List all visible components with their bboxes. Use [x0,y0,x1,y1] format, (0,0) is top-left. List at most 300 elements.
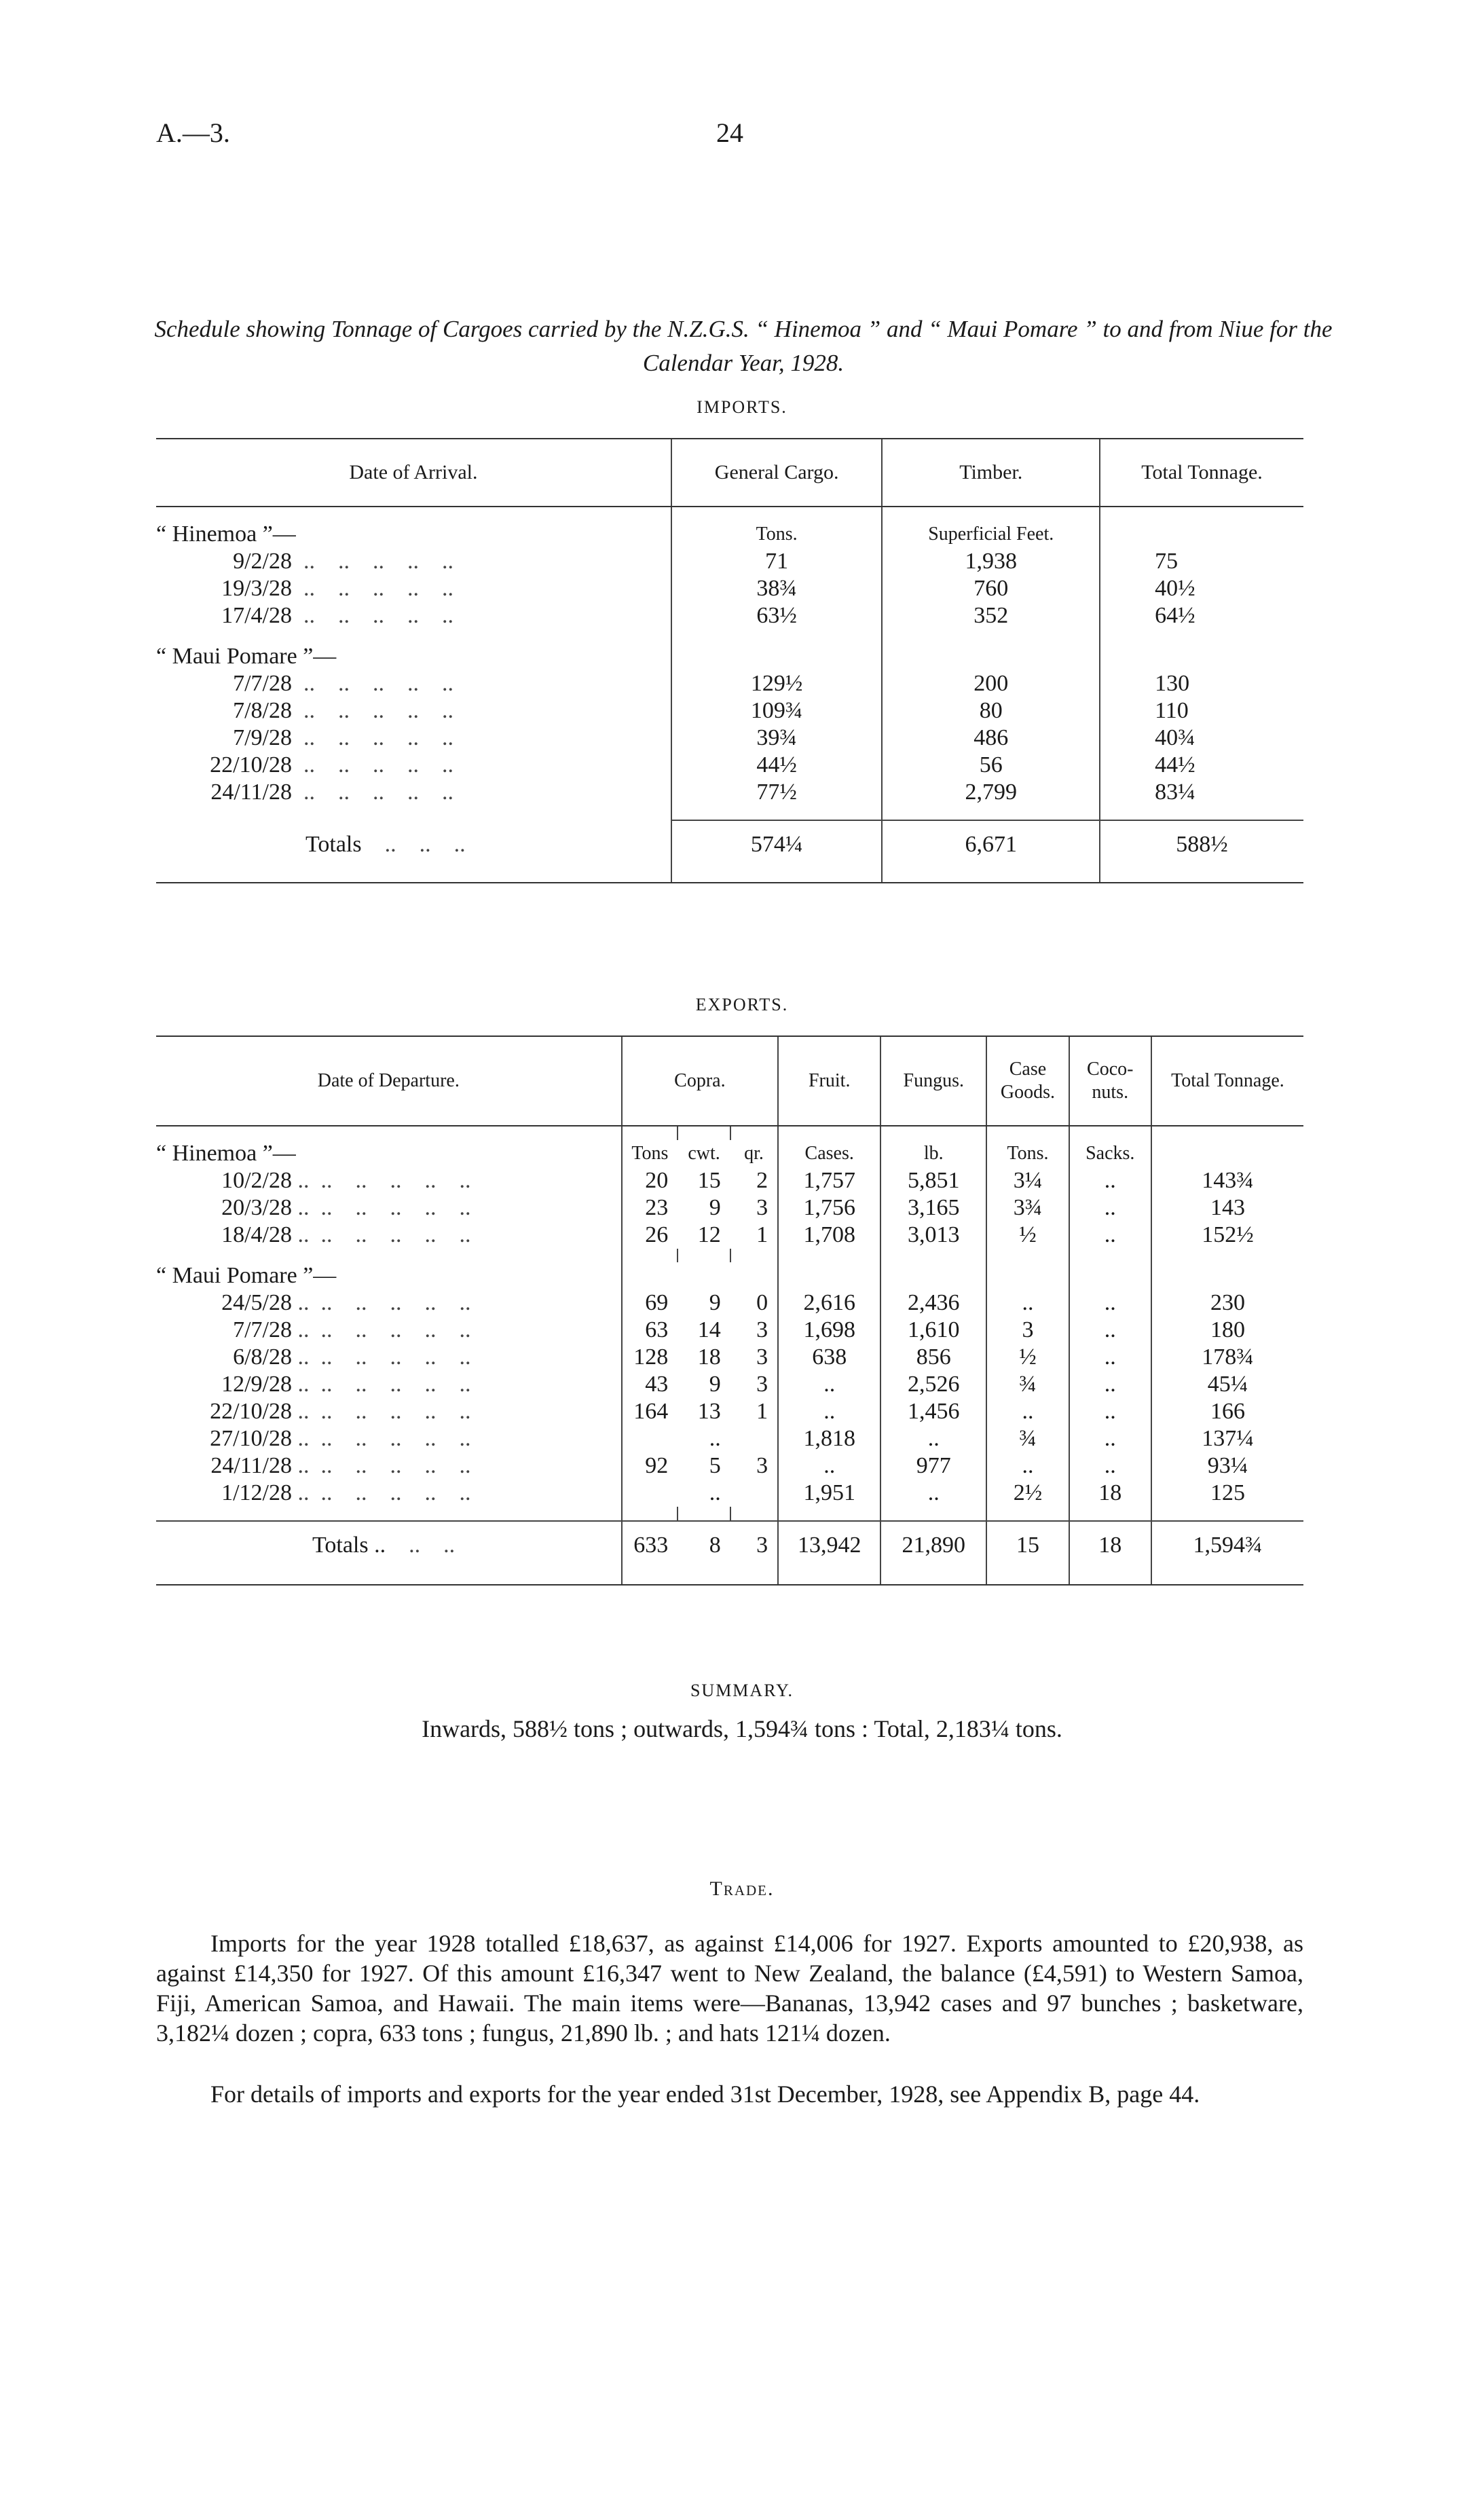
fruit-cell: .. [778,1452,880,1480]
spacer-cell [1069,1569,1151,1585]
copra-tons-cell: 20 [622,1167,678,1194]
date-value: 12/9/28 [221,1372,292,1397]
empty-cell [730,1262,778,1289]
table-row [156,1167,1303,1194]
fruit-cell: 2,616 [778,1289,880,1317]
copra-cwt-cell: 5 [709,1453,721,1478]
copra-qr-cell: 3 [756,1195,768,1220]
imports-title: IMPORTS. [697,397,787,417]
fungus-cell: 1,610 [880,1317,986,1344]
date-cell [156,697,671,725]
leader-dots: .. .. .. .. .. .. [292,1195,471,1220]
spacer-row [156,507,1303,521]
fungus-cell: 3,013 [880,1222,986,1249]
date-cell [156,602,671,629]
general-cargo-total: 574¼ [671,820,883,868]
coconuts-cell: .. [1069,1371,1151,1398]
unit-label: Cases. [778,1140,880,1167]
leader-dots: .. .. .. .. .. .. [292,1168,471,1193]
general-cargo-cell: 39¾ [671,725,883,752]
spacer-cell [778,1126,880,1140]
spacer-cell [1151,1249,1303,1262]
fruit-cell: .. [778,1398,880,1425]
total-tonnage-cell: 40¾ [1100,725,1303,752]
table-row [156,1480,1303,1507]
empty-cell [1100,643,1303,670]
total-tonnage-cell: 83¼ [1100,779,1303,806]
spacer-cell [882,507,1100,521]
date-cell [156,548,671,575]
spacer-cell [986,1249,1069,1262]
fungus-cell: 3,165 [880,1194,986,1222]
imports-header-date: Date of Arrival. [156,439,671,507]
totals-label: Totals .. [312,1533,386,1558]
total-tonnage-cell: 40½ [1100,575,1303,602]
spacer-cell [678,1507,730,1521]
timber-cell: 352 [882,602,1100,629]
empty-cell [622,1262,678,1289]
leader-dots: .. .. .. .. .. [292,780,453,805]
table-row [156,752,1303,779]
table-row [156,670,1303,697]
coconuts-cell: .. [1069,1398,1151,1425]
copra-cwt-cell: 18 [697,1344,721,1370]
spacer-cell [1151,1126,1303,1140]
fruit-total: 13,942 [778,1521,880,1569]
totals-label-cell [156,1521,622,1569]
case-goods-cell: ¾ [986,1425,1069,1452]
table-row [156,779,1303,806]
ship-name: “ Hinemoa ”— [156,1141,296,1166]
case-goods-cell: 3 [986,1317,1069,1344]
leader-dots: .. .. [386,1533,456,1558]
empty-cell [882,643,1100,670]
summary-text: Inwards, 588½ tons ; outwards, 1,594¾ tons : Total, 2,183¼ tons. [422,1715,1062,1742]
leader-dots: .. .. .. .. .. .. [292,1317,471,1342]
date-cell [156,670,671,697]
spacer-cell [1100,629,1303,643]
date-value: 1/12/28 [221,1480,292,1505]
leader-dots: .. .. .. .. .. [292,752,453,777]
spacer-cell [880,1249,986,1262]
trade-paragraph-2: For details of imports and exports for the year ended 31st December, 1928, see Appendix B, page 44. [210,2081,1200,2108]
total-tonnage-cell: 166 [1151,1398,1303,1425]
summary-title: SUMMARY. [690,1681,794,1700]
case-goods-cell: 3¼ [986,1167,1069,1194]
table-row [156,1289,1303,1317]
leader-dots: .. .. .. .. .. .. [292,1480,471,1505]
copra-qr-cell: 1 [756,1399,768,1424]
spacer-cell [156,806,671,820]
total-tonnage-cell: 125 [1151,1480,1303,1507]
general-cargo-cell: 63½ [671,602,883,629]
spacer-cell [730,1569,778,1585]
date-cell [156,1167,622,1194]
spacer-cell [671,507,883,521]
copra-cwt-cell: .. [709,1426,721,1451]
case-goods-cell: ¾ [986,1371,1069,1398]
spacer-cell [880,1569,986,1585]
exports-header-date: Date of Departure. [156,1036,622,1126]
date-cell [156,1194,622,1222]
total-tonnage-cell: 64½ [1100,602,1303,629]
total-tonnage-cell: 93¼ [1151,1452,1303,1480]
empty-cell [986,1262,1069,1289]
page-number: 24 [716,117,743,148]
date-cell [156,1344,622,1371]
leader-dots: .. .. .. .. .. .. [292,1399,471,1424]
copra-qr-cell: 3 [756,1344,768,1370]
fungus-cell: .. [880,1425,986,1452]
spacer-row [156,1126,1303,1140]
table-row [156,1344,1303,1371]
spacer-row [156,868,1303,883]
general-cargo-cell: 38¾ [671,575,883,602]
general-cargo-cell: 77½ [671,779,883,806]
spacer-cell [671,868,883,883]
case-goods-cell: .. [986,1398,1069,1425]
ship-name: “ Maui Pomare ”— [156,644,337,669]
spacer-row [156,1507,1303,1521]
spacer-cell [156,868,671,883]
spacer-cell [671,806,883,820]
spacer-cell [156,1249,622,1262]
ship-heading-row [156,643,1303,670]
copra-qr-cell: 0 [756,1290,768,1315]
empty-cell [1100,521,1303,548]
leader-dots: .. .. .. .. .. .. [292,1344,471,1370]
copra-tons-cell: 63 [622,1317,678,1344]
total-tonnage-cell: 143 [1151,1194,1303,1222]
fungus-cell: 2,526 [880,1371,986,1398]
spacer-row [156,1249,1303,1262]
fungus-cell: 977 [880,1452,986,1480]
trade-title: Trade. [709,1877,775,1900]
unit-label: qr. [744,1143,764,1164]
table-row [156,1398,1303,1425]
date-value: 24/11/28 [210,780,292,805]
copra-cwt-cell: .. [709,1480,721,1505]
copra-qr-cell [730,1480,778,1507]
date-cell [156,1480,622,1507]
date-value: 7/9/28 [233,725,292,750]
spacer-cell [882,868,1100,883]
unit-label: Superficial Feet. [882,521,1100,548]
fruit-cell: 1,757 [778,1167,880,1194]
spacer-cell [986,1569,1069,1585]
copra-qr-total: 3 [730,1521,778,1569]
imports-units-row [156,521,1303,548]
spacer-cell [156,507,671,521]
date-cell [156,1398,622,1425]
date-value: 10/2/28 [221,1168,292,1193]
fungus-cell: .. [880,1480,986,1507]
spacer-cell [156,629,671,643]
spacer-row [156,629,1303,643]
coconuts-cell: .. [1069,1452,1151,1480]
total-tonnage-cell: 45¼ [1151,1371,1303,1398]
spacer-cell [882,629,1100,643]
coconuts-cell: .. [1069,1194,1151,1222]
date-value: 27/10/28 [210,1426,292,1451]
spacer-cell [622,1507,678,1521]
table-row [156,602,1303,629]
copra-qr-cell: 1 [756,1222,768,1247]
total-tonnage-cell: 180 [1151,1317,1303,1344]
copra-cwt-cell: 9 [709,1290,721,1315]
copra-cwt-cell: 9 [709,1372,721,1397]
date-cell [156,1425,622,1452]
date-value: 22/10/28 [210,1399,292,1424]
total-tonnage-cell: 75 [1100,548,1303,575]
total-tonnage-cell: 137¼ [1151,1425,1303,1452]
coconuts-cell: 18 [1069,1480,1151,1507]
empty-cell [1151,1262,1303,1289]
spacer-cell [778,1507,880,1521]
copra-qr-cell: 3 [756,1372,768,1397]
empty-cell [678,1262,730,1289]
copra-qr-cell [730,1425,778,1452]
timber-cell: 2,799 [882,779,1100,806]
imports-header-timber: Timber. [882,439,1100,507]
date-cell [156,725,671,752]
fruit-cell: 1,951 [778,1480,880,1507]
leader-dots: .. .. .. .. .. .. [292,1222,471,1247]
copra-tons-cell: 164 [622,1398,678,1425]
case-goods-total: 15 [986,1521,1069,1569]
spacer-cell [678,1249,730,1262]
spacer-cell [778,1569,880,1585]
spacer-cell [671,629,883,643]
ship-name: “ Hinemoa ”— [156,521,296,547]
date-cell [156,575,671,602]
unit-label: lb. [880,1140,986,1167]
spacer-cell [1100,507,1303,521]
copra-qr-cell: 3 [756,1453,768,1478]
spacer-cell [1069,1126,1151,1140]
coconuts-cell: .. [1069,1425,1151,1452]
fruit-cell: 1,708 [778,1222,880,1249]
total-tonnage-cell: 130 [1100,670,1303,697]
spacer-cell [678,1126,730,1140]
timber-cell: 200 [882,670,1100,697]
fungus-total: 21,890 [880,1521,986,1569]
fungus-cell: 856 [880,1344,986,1371]
general-cargo-cell: 129½ [671,670,883,697]
copra-tons-cell: 23 [622,1194,678,1222]
spacer-cell [778,1249,880,1262]
fruit-cell: 1,756 [778,1194,880,1222]
fruit-cell: 1,698 [778,1317,880,1344]
fungus-cell: 1,456 [880,1398,986,1425]
spacer-cell [156,1126,622,1140]
spacer-cell [1069,1249,1151,1262]
date-cell [156,1222,622,1249]
table-row [156,725,1303,752]
case-goods-cell: ½ [986,1222,1069,1249]
table-row [156,548,1303,575]
exports-header-fruit: Fruit. [778,1036,880,1126]
coconuts-cell: .. [1069,1289,1151,1317]
empty-cell [1069,1262,1151,1289]
date-value: 22/10/28 [210,752,292,777]
ship-heading-row [156,1262,1303,1289]
table-row [156,1222,1303,1249]
table-row [156,697,1303,725]
date-cell [156,1452,622,1480]
table-row [156,1194,1303,1222]
empty-cell [778,1262,880,1289]
spacer-cell [622,1249,678,1262]
spacer-row [156,806,1303,820]
timber-cell: 1,938 [882,548,1100,575]
spacer-row [156,1569,1303,1585]
leader-dots: .. .. .. .. .. [292,576,453,601]
copra-cwt-cell: 14 [697,1317,721,1342]
general-cargo-cell: 109¾ [671,697,883,725]
date-value: 7/7/28 [233,671,292,696]
exports-header-coconuts: Coco-nuts. [1069,1036,1151,1126]
leader-dots: .. .. .. .. .. [292,698,453,723]
imports-header-general: General Cargo. [671,439,883,507]
leader-dots: .. .. .. .. .. .. [292,1453,471,1478]
totals-row [156,1521,1303,1569]
copra-cwt-cell: 15 [697,1168,721,1193]
exports-units-row [156,1140,1303,1167]
fruit-cell: 1,818 [778,1425,880,1452]
date-cell [156,1371,622,1398]
spacer-cell [730,1507,778,1521]
unit-label: Tons. [986,1140,1069,1167]
total-tonnage-total: 1,594¾ [1151,1521,1303,1569]
leader-dots: .. .. .. .. .. [292,725,453,750]
copra-tons-cell: 128 [622,1344,678,1371]
spacer-cell [678,1569,730,1585]
date-value: 7/8/28 [233,698,292,723]
copra-qr-cell: 2 [756,1168,768,1193]
total-tonnage-cell: 143¾ [1151,1167,1303,1194]
date-value: 17/4/28 [221,603,292,628]
coconuts-cell: .. [1069,1167,1151,1194]
copra-cwt-cell: 9 [709,1195,721,1220]
trade-paragraph-1: Imports for the year 1928 totalled £18,637, as against £14,006 for 1927. Exports amounted to £20,938, as against £14,350 for 1927. Of this amount £16,347 went to New Zealand, the balance (£4,591) to Western Samoa, Fiji, American Samoa, and Hawaii. The main items were—Bananas, 13,942 cases and 97 bunches ; basketware, 3,182¼ dozen ; copra, 633 tons ; fungus, 21,890 lb. ; and hats 121¼ dozen. [156,1930,1303,2047]
exports-header-copra: Copra. [622,1036,779,1126]
case-goods-cell: .. [986,1452,1069,1480]
table-row [156,1425,1303,1452]
copra-tons-cell: 26 [622,1222,678,1249]
totals-row [156,820,1303,868]
empty-cell [880,1262,986,1289]
exports-table [156,1035,1303,1586]
timber-cell: 56 [882,752,1100,779]
leader-dots: .. .. .. [361,831,466,857]
spacer-cell [1151,1569,1303,1585]
empty-cell [1151,1140,1303,1167]
timber-cell: 760 [882,575,1100,602]
date-value: 19/3/28 [221,576,292,601]
unit-label: Sacks. [1069,1140,1151,1167]
date-cell [156,779,671,806]
coconuts-cell: .. [1069,1317,1151,1344]
ship-name: “ Maui Pomare ”— [156,1263,337,1288]
timber-total: 6,671 [882,820,1100,868]
exports-header-case-goods: Case Goods. [986,1036,1069,1126]
unit-label: Tons. [671,521,883,548]
exports-title: EXPORTS. [695,995,789,1014]
date-value: 9/2/28 [233,549,292,574]
date-value: 7/7/28 [233,1317,292,1342]
spacer-cell [882,806,1100,820]
spacer-cell [986,1507,1069,1521]
imports-header-total: Total Tonnage. [1100,439,1303,507]
spacer-cell [880,1126,986,1140]
unit-label: Tons [622,1140,678,1167]
spacer-cell [622,1126,678,1140]
leader-dots: .. .. .. .. .. [292,671,453,696]
case-goods-cell: 2½ [986,1480,1069,1507]
spacer-cell [1069,1507,1151,1521]
table-row [156,575,1303,602]
case-goods-cell: 3¾ [986,1194,1069,1222]
timber-cell: 486 [882,725,1100,752]
date-value: 24/11/28 [210,1453,292,1478]
coconuts-total: 18 [1069,1521,1151,1569]
fungus-cell: 2,436 [880,1289,986,1317]
copra-tons-cell: 69 [622,1289,678,1317]
date-cell [156,1289,622,1317]
table-row [156,1317,1303,1344]
spacer-cell [1100,868,1303,883]
unit-label: cwt. [688,1143,720,1164]
copra-tons-cell [622,1425,678,1452]
copra-cwt-cell: 13 [697,1399,721,1424]
exports-header-fungus: Fungus. [880,1036,986,1126]
leader-dots: .. .. .. .. .. [292,603,453,628]
date-value: 6/8/28 [233,1344,292,1370]
leader-dots: .. .. .. .. .. [292,549,453,574]
spacer-cell [1100,806,1303,820]
date-value: 24/5/28 [221,1290,292,1315]
date-cell [156,1317,622,1344]
copra-tons-total: 633 [622,1521,678,1569]
spacer-cell [730,1126,778,1140]
copra-tons-cell: 43 [622,1371,678,1398]
spacer-cell [156,1569,622,1585]
leader-dots: .. .. .. .. .. .. [292,1372,471,1397]
general-cargo-cell: 44½ [671,752,883,779]
fungus-cell: 5,851 [880,1167,986,1194]
case-goods-cell: .. [986,1289,1069,1317]
general-cargo-cell: 71 [671,548,883,575]
date-value: 18/4/28 [221,1222,292,1247]
leader-dots: .. .. .. .. .. .. [292,1426,471,1451]
leader-dots: .. .. .. .. .. .. [292,1290,471,1315]
date-value: 20/3/28 [221,1195,292,1220]
total-tonnage-cell: 178¾ [1151,1344,1303,1371]
spacer-cell [730,1249,778,1262]
coconuts-cell: .. [1069,1222,1151,1249]
spacer-cell [986,1126,1069,1140]
total-tonnage-cell: 44½ [1100,752,1303,779]
copra-qr-cell: 3 [756,1317,768,1342]
table-row [156,1452,1303,1480]
schedule-caption: Schedule showing Tonnage of Cargoes carried by the N.Z.G.S. “ Hinemoa ” and “ Maui Pomare ” to and from Niue for the Calendar Year, 1928. [154,316,1333,376]
case-goods-cell: ½ [986,1344,1069,1371]
empty-cell [671,643,883,670]
spacer-cell [156,1507,622,1521]
fruit-cell: .. [778,1371,880,1398]
copra-cwt-cell: 12 [697,1222,721,1247]
